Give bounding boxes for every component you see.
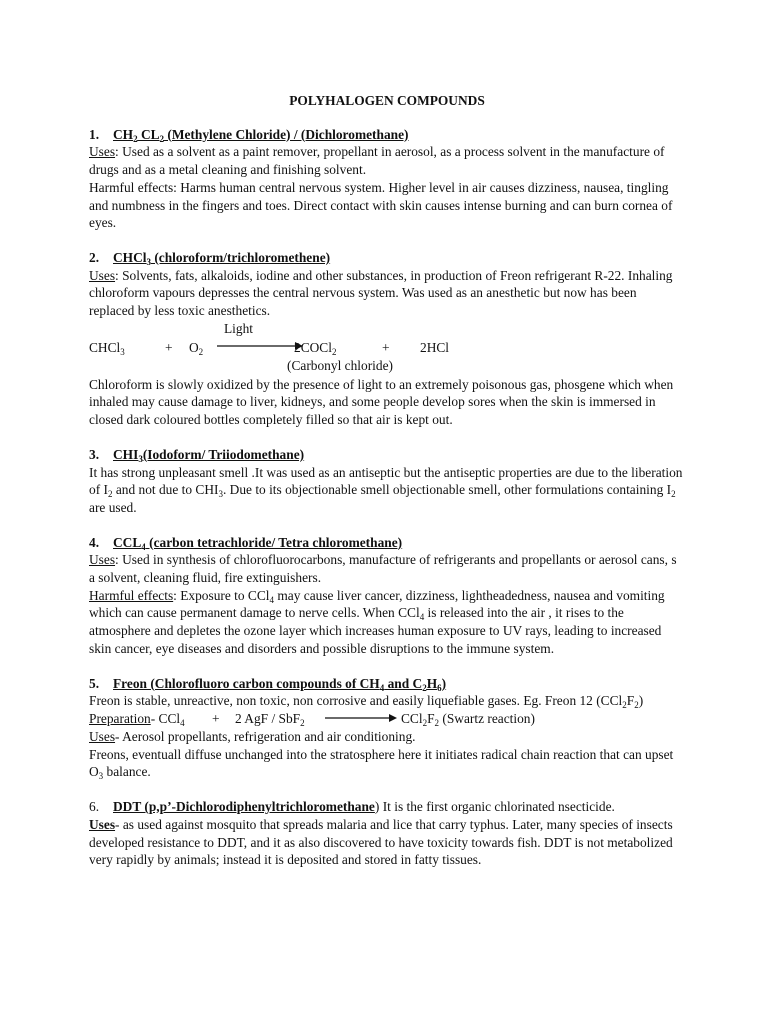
reaction-arrow-icon xyxy=(217,340,303,352)
section-5-ozone-note: Freons, eventuall diffuse unchanged into the stratosphere here it initiates radical chain reaction that can upset $O_3$ balance. xyxy=(89,746,674,782)
document-page xyxy=(89,92,685,886)
section-4-uses: Uses: Used in synthesis of chlorofluorocarbons, manufacture of refrigerants and propellants or aerosol cans, s a solvent, cleaning fluid, fire extinguishers. xyxy=(89,552,677,586)
section-5-uses: Uses- Aerosol propellants, refrigeration and air conditioning. xyxy=(89,728,416,744)
section-5-description: Freon is stable, unreactive, non toxic, non corrosive and easily liquefiable gases. Eg. Freon 12 $(CCl_2F_2)$ xyxy=(89,693,644,711)
section-1-heading: 1. $CH_2$ $CL_2$ (Methylene Chloride) / (Dichloromethane) xyxy=(89,126,409,144)
section-2-uses: Uses: Solvents, fats, alkaloids, iodine and other substances, in production of Freon refrigerant R-22. Inhaling chloroform vapours depresses the central nervous system. Was used as an anesthetic but now has been replaced by less toxic anesthetics. xyxy=(89,267,673,319)
section-1 xyxy=(89,126,685,232)
product-hcl: 2HCl xyxy=(420,339,450,355)
section-5 xyxy=(89,675,685,782)
chloroform-oxidation-equation xyxy=(89,320,685,376)
section-6-heading: 6. DDT (p,p’-Dichlorodiphenyltrichloromethane) It is the first organic chlorinated nsecticide. xyxy=(89,799,615,815)
plus-sign: + xyxy=(382,339,390,355)
section-3-heading: 3. $CHI_3(Iodoform/$ Triiodomethane) xyxy=(89,446,305,464)
section-6 xyxy=(89,798,685,869)
section-1-uses: Uses: Used as a solvent as a paint remover, propellant in aerosol, as a process solvent in the manufacture of drugs and as a metal cleaning and finishing solvent. xyxy=(89,144,665,178)
plus-sign: + xyxy=(212,710,220,726)
section-3-text: It has strong unpleasant smell .It was used as an antiseptic but the antiseptic properties are due to the liberation of $I_2$ and not due to $CHI_3$. Due to its objectionable smell objectionable smell, other formulations containing $I_2$ are used. xyxy=(89,464,683,515)
section-5-heading: 5. Freon (Chlorofluoro carbon compounds of $CH_4$ and $C_2H_6$) xyxy=(89,675,447,693)
section-2-paragraph: Chloroform is slowly oxidized by the presence of light to an extremely poisonous gas, phosgene which when inhaled may cause damage to liver, kidneys, and some people develop sores when the skin is immersed in closed dark coloured bottles completely filled so that air is kept out. xyxy=(89,376,674,428)
section-1-harmful-effects: Harmful effects: Harms human central nervous system. Higher level in air causes dizziness, nausea, tingling and numbness in the fingers and toes. Direct contact with skin causes intense burning and can burn cornea of eyes. xyxy=(89,179,673,231)
section-3 xyxy=(89,446,685,517)
section-4-harmful-effects: Harmful effects: Exposure to CCl$_4$ may cause liver cancer, dizziness, lightheadedness, nausea and vomiting which can cause permanent damage to nerve cells. When CCl$_4$ is released into the air , it rises to the atmosphere and depletes the ozone layer which increases human exposure to UV rays, leading to increased skin cancer, eye diseases and disorders and possible disruptions to the immune system. xyxy=(89,587,665,656)
section-2 xyxy=(89,249,685,429)
product-cocl2: 2COCl$_2$ xyxy=(294,339,337,357)
section-4-heading: 4. $CCL_4$ (carbon tetrachloride/ Tetra chloromethane) xyxy=(89,534,403,552)
product-note: (Carbonyl chloride) xyxy=(287,357,393,373)
preparation-product: $CCl_2F_2$ (Swartz reaction) xyxy=(401,710,535,728)
preparation-reactants: Preparation- CCl$_4$ xyxy=(89,710,185,728)
plus-sign: + xyxy=(165,339,173,355)
arrow-label: Light xyxy=(224,320,254,336)
reaction-arrow-icon xyxy=(325,712,397,724)
catalyst-reagents: 2 AgF / SbF$_2$ xyxy=(235,710,305,728)
section-2-heading: 2. CHCl$_3$ (chloroform/trichloromethene) xyxy=(89,249,331,267)
section-6-uses: Uses- as used against mosquito that spreads malaria and lice that carry typhus. Later, many species of insects developed resistance to DDT, and it as also discovered to have toxicity towards fish. DDT is not metabolized very rapidly by animals; instead it is deposited and stored in fatty tissues. xyxy=(89,816,673,868)
page-title: POLYHALOGEN COMPOUNDS xyxy=(289,93,485,108)
reactant-o2: $O_2$ xyxy=(189,339,204,357)
reactant-chcl3: CHCl$_3$ xyxy=(89,339,125,357)
freon-preparation-equation xyxy=(89,710,685,728)
section-4 xyxy=(89,534,685,658)
